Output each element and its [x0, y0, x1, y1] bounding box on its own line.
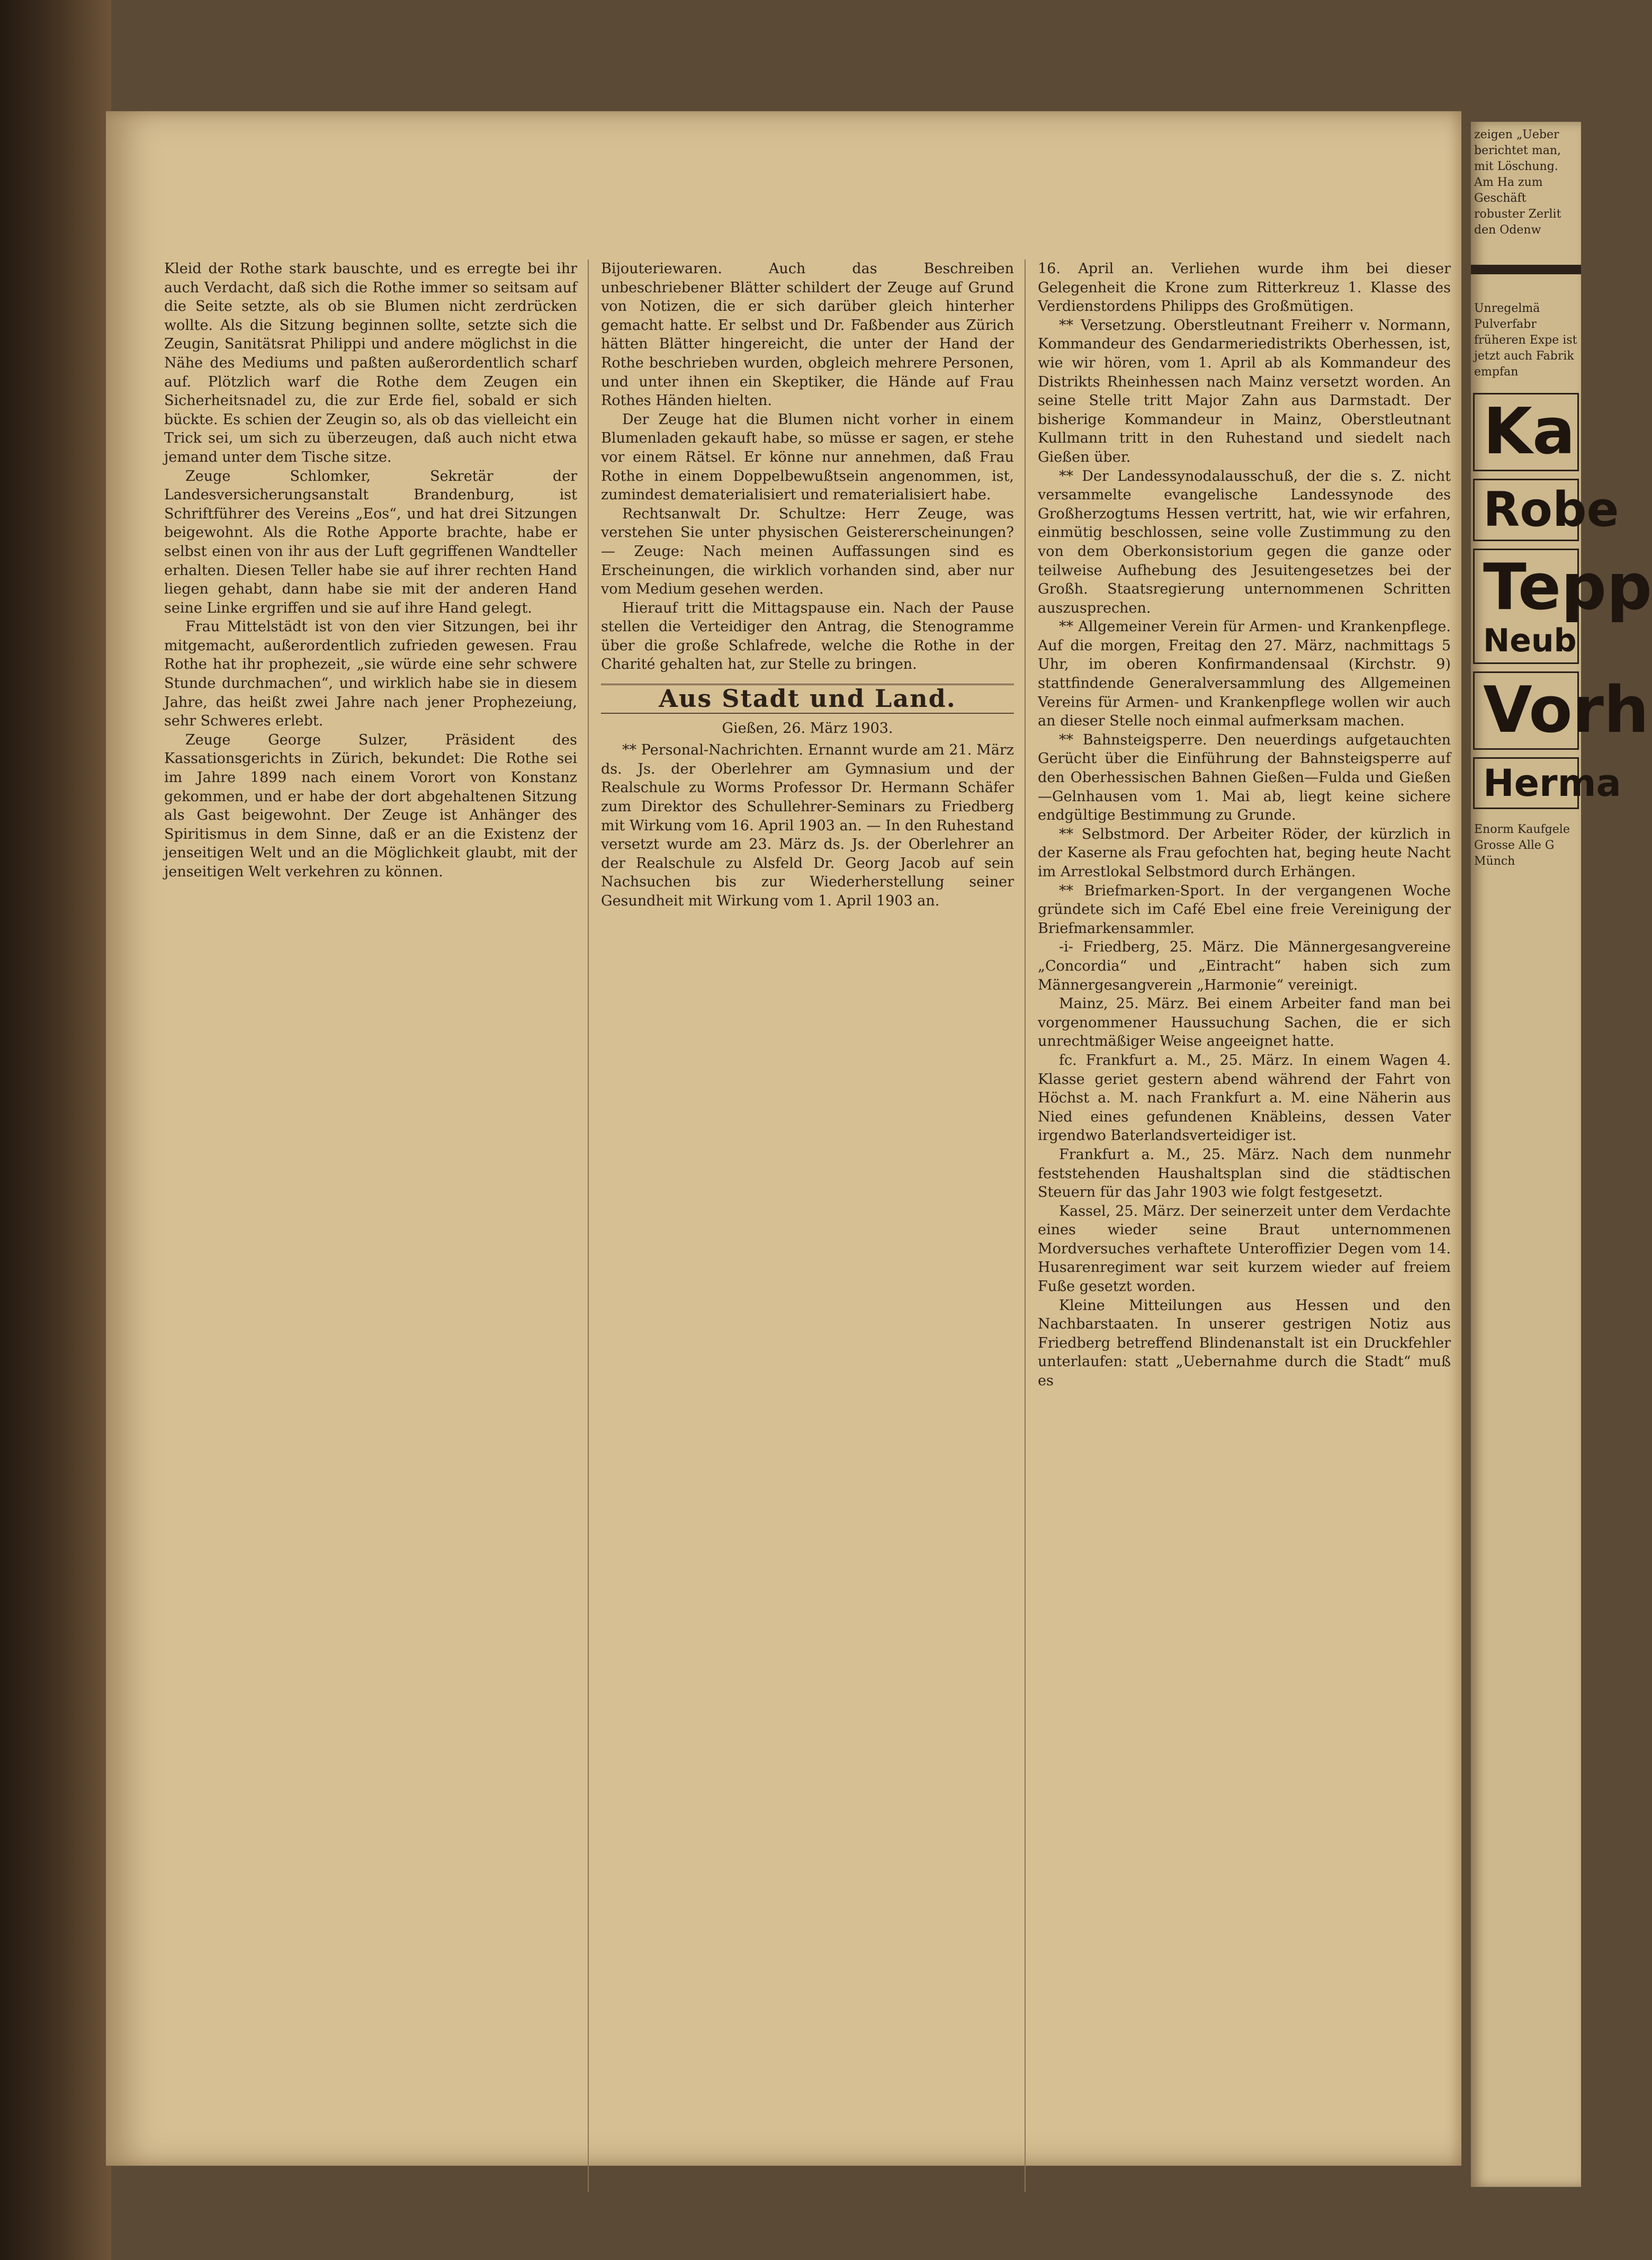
column-divider: [588, 259, 589, 2192]
section-heading: Aus Stadt und Land.: [601, 684, 1014, 714]
paragraph: ** Versetzung. Oberstleutnant Freiherr v. Normann, Kommandeur des Gendarmeriedistrikts Oberhessen, ist, wie wir hören, vom 1. April ab als Kommandeur des Distrikts Rheinhessen nach Mainz versetzt worden. An seine Stelle tritt Major Zahn aus Darmstadt. Der bisherige Kommandeur in Mainz, Oberstleutnant Kullmann tritt in den Ruhestand und siedelt nach Gießen über.: [1038, 317, 1451, 465]
paragraph: ** Der Landessynodalausschuß, der die s. Z. nicht versammelte evangelische Landessynode des Großherzogtums Hessen vertritt, hat, wie wir erfahren, einmütig beschlossen, seine volle Zustimmung zu den von dem Oberkonsistorium gegen die ganze oder teilweise Aufhebung des Jesuitengesetzes bei der Großh. Staatsregierung unternommenen Schritten auszusprechen.: [1038, 468, 1451, 616]
advert-heading: Herma: [1483, 761, 1621, 805]
advert-heading: Tepp: [1483, 551, 1652, 624]
paragraph: Hierauf tritt die Mittagspause ein. Nach der Pause stellen die Verteidiger den Antrag, die Stenogramme über die große Schlafrede, welche die Rothe in der Charité gehalten hat, zur Stelle zu bringen.: [601, 599, 1014, 673]
paragraph: -i- Friedberg, 25. März. Die Männergesangvereine „Concordia“ und „Eintracht“ haben sich zum Männergesangverein „Harmonie“ vereinigt.: [1038, 939, 1451, 993]
strip-text-top: zeigen „Ueber berichtet man, mit Löschung. Am Ha zum Geschäft robuster Zerlit den Odenw: [1474, 128, 1561, 237]
paragraph: Bijouteriewaren. Auch das Beschreiben unbeschriebener Blätter schildert der Zeuge auf Grund von Notizen, die er sich darüber gleich hinterher gemacht hatte. Er selbst und Dr. Faßbender aus Zürich hätten Blätter hingereicht, die unter der Hand der Rothe beschrieben wurden, obgleich mehrere Personen, und unter ihnen ein Skeptiker, die Hände auf Frau Rothes Händen hielten.: [601, 261, 1014, 409]
paragraph: ** Personal-Nachrichten. Ernannt wurde am 21. März ds. Js. der Oberlehrer am Gymnasium und der Realschule zu Worms Professor Dr. Hermann Schäfer zum Direktor des Schullehrer-Seminars zu Friedberg mit Wirkung vom 16. April 1903 an. — In den Ruhestand versetzt wurde am 23. März ds. Js. der Oberlehrer an der Realschule zu Alsfeld Dr. Georg Jacob auf sein Nachsuchen bis zur Wiederherstellung seiner Gesundheit mit Wirkung vom 1. April 1903 an.: [601, 742, 1014, 909]
advert-box: [1473, 479, 1619, 541]
book-binding: [0, 0, 111, 2260]
paragraph: Kleine Mitteilungen aus Hessen und den Nachbarstaaten. In unserer gestrigen Notiz aus Friedberg betreffend Blindenanstalt ist ein Druckfehler unterlaufen: statt „Uebernahme durch die Stadt“ muß es: [1038, 1297, 1451, 1389]
strip-text-bottom: Enorm Kaufgele Grosse Alle G Münch: [1474, 823, 1570, 868]
column-divider: [1025, 259, 1026, 2192]
paragraph: Rechtsanwalt Dr. Schultze: Herr Zeuge, was verstehen Sie unter physischen Geistererscheinungen? — Zeuge: Nach meinen Auffassungen sind es Erscheinungen, die wirklich vorhanden sind, aber nur vom Medium gesehen werden.: [601, 505, 1014, 598]
column-3: [1038, 259, 1451, 2192]
paragraph: ** Selbstmord. Der Arbeiter Röder, der kürzlich in der Kaserne als Frau gefochten hat, beging heute Nacht im Arrestlokal Selbstmord durch Erhängen.: [1038, 826, 1451, 880]
advert-box: [1473, 671, 1649, 750]
paragraph: Mainz, 25. März. Bei einem Arbeiter fand man bei vorgenommener Haussuchung Sachen, die er sich unrechtmäßiger Weise angeeignet hatte.: [1038, 996, 1451, 1050]
advert-heading: Robe: [1483, 482, 1619, 537]
paragraph: Zeuge George Sulzer, Präsident des Kassationsgerichts in Zürich, bekundet: Die Rothe sei im Jahre 1899 nach einem Vorort von Konstanz gekommen, und er habe der dort abgehaltenen Sitzung als Gast beigewohnt. Der Zeuge ist Anhänger des Spiritismus in dem Sinne, daß er an die Existenz der jenseitigen Welt und an die Möglichkeit glaubt, mit der jenseitigen Welt verkehren zu können.: [164, 731, 577, 880]
paragraph: fc. Frankfurt a. M., 25. März. In einem Wagen 4. Klasse geriet gestern abend während der Fahrt von Höchst a. M. nach Frankfurt a. M. eine Näherin aus Nied eines gefundenen Knäbleins, dessen Vater irgendwo Baterlandsverteidiger ist.: [1038, 1052, 1451, 1144]
paragraph: Zeuge Schlomker, Sekretär der Landesversicherungsanstalt Brandenburg, ist Schriftführer des Vereins „Eos“, und hat drei Sitzungen beigewohnt. Als die Rothe Apporte brachte, habe er selbst einen von ihr aus der Luft gegriffenen Wandteller erhalten. Diesen Teller habe sie auf ihrer rechten Hand liegen gehabt, dann habe sie mit der anderen Hand seine Linke ergriffen und sie auf ihre Hand gelegt.: [164, 468, 577, 616]
paragraph: Frau Mittelstädt ist von den vier Sitzungen, bei ihr mitgemacht, außerordentlich zufrieden gewesen. Frau Rothe hat ihr prophezeit, „sie würde eine sehr schwere Stunde durchmachen“, und wirklich habe sie in diesem Jahre, das heißt zwei Jahre nach jener Prophezeiung, sehr Schweres erlebt.: [164, 618, 577, 730]
paragraph: 16. April an. Verliehen wurde ihm bei dieser Gelegenheit die Krone zum Ritterkreuz 1. Klasse des Verdienstordens Philipps des Großmütigen.: [1038, 261, 1451, 315]
column-2: [601, 259, 1014, 2192]
paragraph: Frankfurt a. M., 25. März. Nach dem nunmehr feststehenden Haushaltsplan sind die städtischen Steuern für das Jahr 1903 wie folgt festgesetzt.: [1038, 1146, 1451, 1201]
advert-heading: Vorh: [1483, 674, 1649, 747]
advert-heading: Neub: [1483, 622, 1577, 659]
paragraph: ** Bahnsteigsperre. Den neuerdings aufgetauchten Gerücht über die Einführung der Bahnsteigsperre auf den Oberhessischen Bahnen Gießen—Fulda und Gießen—Gelnhausen vom 1. Mai ab, liegt keine sichere endgültige Bestimmung zu Grunde.: [1038, 731, 1451, 824]
column-1: [164, 259, 577, 2192]
advert-heading: Ka: [1483, 395, 1575, 469]
newspaper-page: [106, 111, 1461, 2166]
advert-box: [1473, 549, 1652, 664]
paragraph: ** Allgemeiner Verein für Armen- und Krankenpflege. Auf die morgen, Freitag den 27. März, nachmittags 5 Uhr, im oberen Konfirmandensaal (Kirchstr. 9) stattfindende Generalversammlung des Allgemeinen Vereins für Armen- und Krankenpflege wollen wir auch an dieser Stelle noch einmal aufmerksam machen.: [1038, 618, 1451, 730]
paragraph: ** Briefmarken-Sport. In der vergangenen Woche gründete sich im Café Ebel eine freie Vereinigung der Briefmarkensammler.: [1038, 882, 1451, 937]
strip-rule: [1471, 265, 1581, 274]
paragraph: Der Zeuge hat die Blumen nicht vorher in einem Blumenladen gekauft habe, so müsse er sagen, er stehe vor einem Rätsel. Er könne nur annehmen, daß Frau Rothe in einem Doppelbewußtsein angenommen, ist, zumindest dematerialisiert und rematerialisiert habe.: [601, 411, 1014, 504]
dateline: Gießen, 26. März 1903.: [722, 720, 893, 737]
advert-box: [1473, 757, 1621, 809]
paragraph: Kleid der Rothe stark bauschte, und es erregte bei ihr auch Verdacht, daß sich die Rothe immer so seitsam auf die Seite setzte, als ob sie Blumen nicht zerdrücken wollte. Als die Sitzung beginnen sollte, setzte sich die Zeugin, Sanitätsrat Philippi und andere möglichst in die Nähe des Mediums und paßten außerordentlich scharf auf. Plötzlich warf die Rothe dem Zeugen ein Sicherheitsnadel zu, die zur Erde fiel, sobald er sich bückte. Es schien der Zeugin so, als ob das vielleicht ein Trick sei, um sich zu überzeugen, daß auch nicht etwa jemand unter dem Tische sitze.: [164, 261, 577, 465]
next-page-strip: [1471, 122, 1652, 2187]
strip-text-mid: Unregelmä Pulverfabr früheren Expe ist jetzt auch Fabrik empfan: [1474, 302, 1577, 379]
advert-box: [1473, 393, 1579, 471]
paragraph: Kassel, 25. März. Der seinerzeit unter dem Verdachte eines wieder seine Braut unternommenen Mordversuches verhaftete Unteroffizier Degen vom 14. Husarenregiment war seit kurzem wieder auf freiem Fuße gesetzt worden.: [1038, 1203, 1451, 1295]
